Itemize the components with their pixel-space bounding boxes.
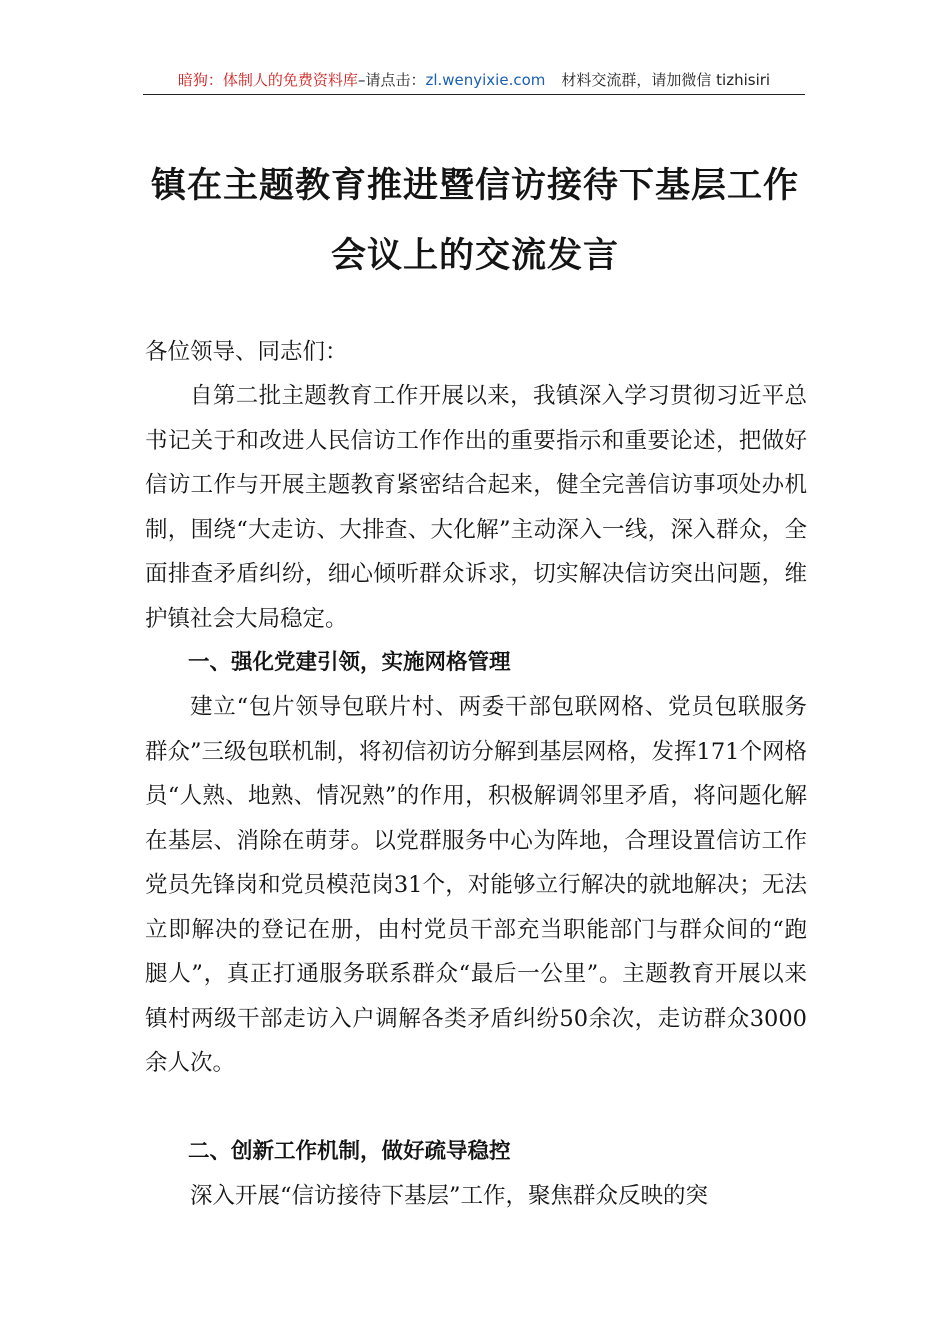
section-1-heading: 一、强化党建引领，实施网格管理	[188, 650, 511, 675]
header-link[interactable]: zl.wenyixie.com	[425, 71, 546, 89]
document-title-line-1: 镇在主题教育推进暨信访接待下基层工作	[150, 165, 799, 206]
intro-paragraph: 自第二批主题教育工作开展以来，我镇深入学习贯彻习近平总书记关于和改进人民信访工作作出的重要指示和重要论述，把做好信访工作与开展主题教育紧密结合起来，健全完善信访事项处办机制，围绕“大走访、大排查、大化解”主动深入一线，深入群众，全面排查矛盾纠纷，细心倾听群众诉求，切实解决信访突出问题，维护镇社会大局稳定。	[145, 383, 807, 632]
salutation: 各位领导、同志们：	[145, 339, 348, 365]
section-2-heading: 二、创新工作机制，做好疏导稳控	[188, 1139, 511, 1164]
document-title-line-2: 会议上的交流发言	[330, 235, 619, 276]
section-2-paragraph: 深入开展“信访接待下基层”工作，聚焦群众反映的突	[190, 1183, 709, 1209]
page-header	[143, 68, 805, 95]
section-1-paragraph: 建立“包片领导包联片村、两委干部包联网格、党员包联服务群众”三级包联机制，将初信初访分解到基层网格，发挥171个网格员“人熟、地熟、情况熟”的作用，积极解调邻里矛盾，将问题化解在基层、消除在萌芽。以党群服务中心为阵地，合理设置信访工作党员先锋岗和党员模范岗31个，对能够立行解决的就地解决；无法立即解决的登记在册，由村党员干部充当职能部门与群众间的“跑腿人”，真正打通服务联系群众“最后一公里”。主题教育开展以来镇村两级干部走访入户调解各类矛盾纠纷50余次，走访群众3000余人次。	[145, 694, 807, 1076]
header-prompt: –请点击：	[357, 71, 426, 89]
header-contact: 材料交流群，请加微信 tizhisiri	[561, 71, 771, 89]
header-brand: 暗狗：体制人的免费资料库	[177, 71, 358, 89]
